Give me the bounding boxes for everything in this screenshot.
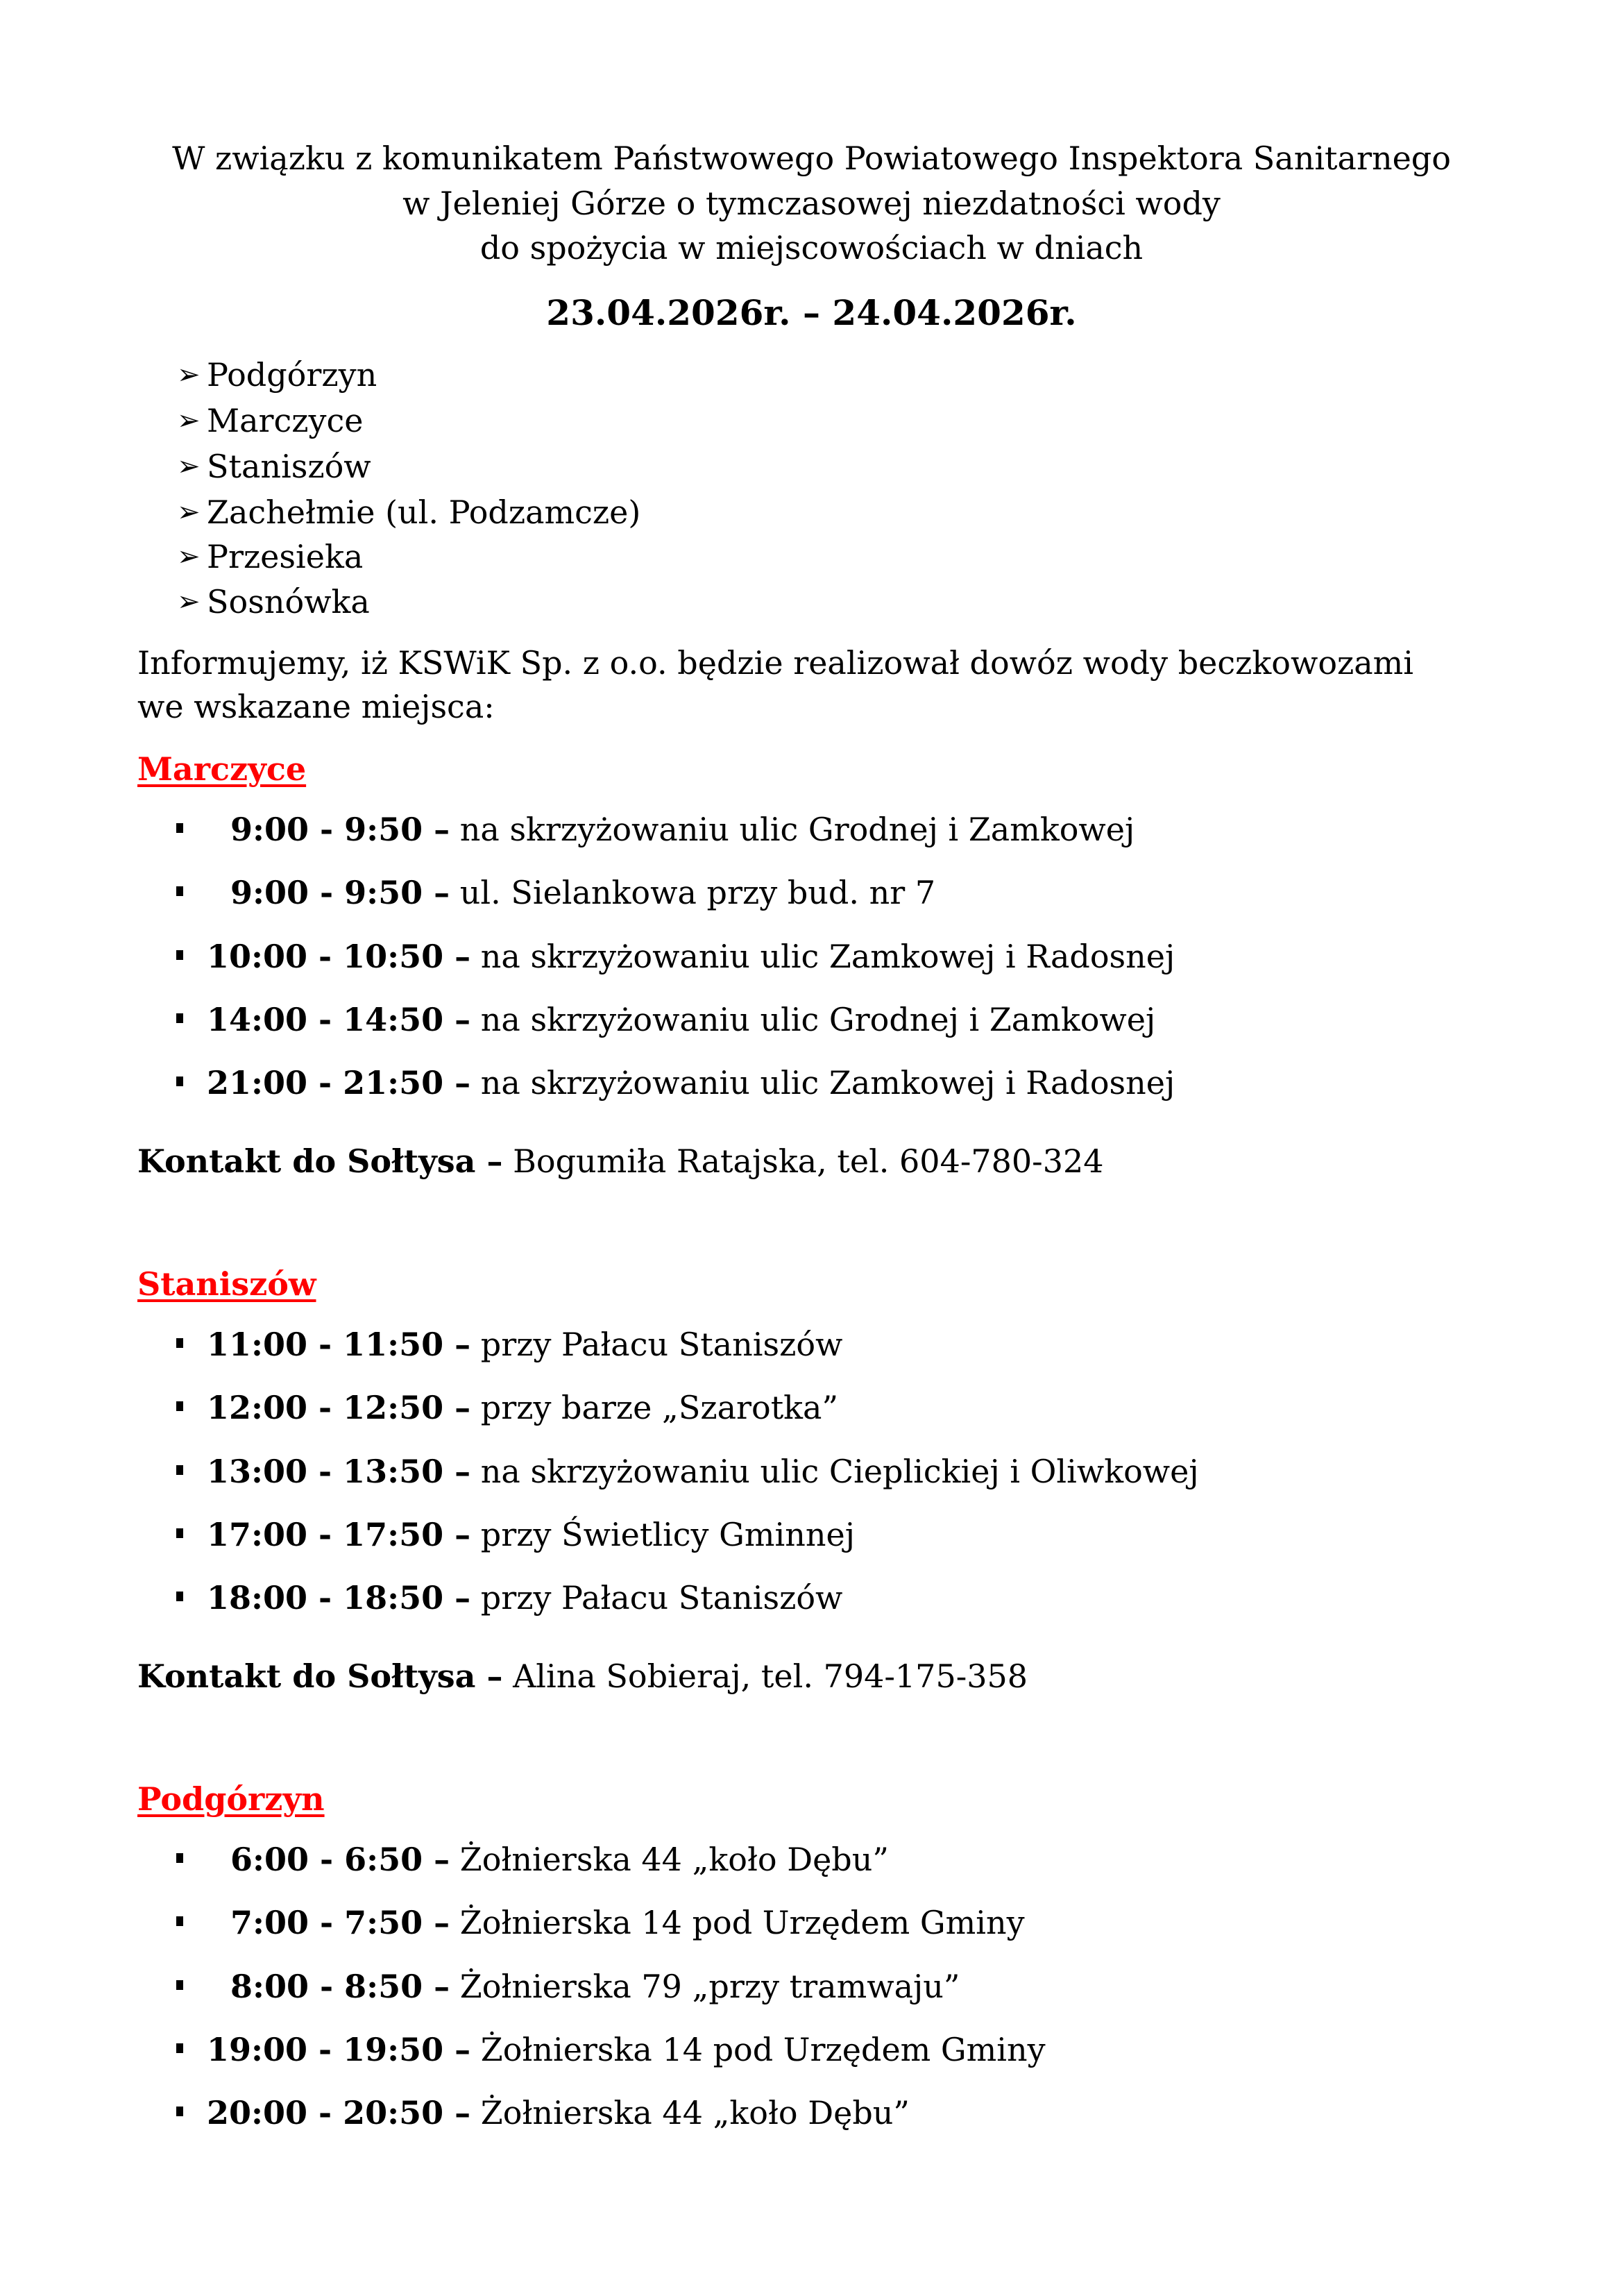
arrowhead-bullet-icon: ➢ xyxy=(177,541,201,573)
schedule-place: Żołnierska 44 „koło Dębu” xyxy=(459,1841,889,1878)
schedule-time: 7:00 - 7:50 – xyxy=(230,1904,450,1941)
schedule-item xyxy=(207,1388,838,1427)
schedule-time: 6:00 - 6:50 – xyxy=(230,1841,450,1878)
square-bullet-icon xyxy=(176,1528,183,1538)
schedule-place: Żołnierska 44 „koło Dębu” xyxy=(480,2094,910,2132)
square-bullet-icon xyxy=(176,1592,183,1601)
schedule-time: 18:00 - 18:50 – xyxy=(207,1579,471,1617)
contact-line xyxy=(137,1657,1028,1696)
square-bullet-icon xyxy=(176,823,183,833)
schedule-item xyxy=(207,1063,1175,1102)
schedule-time: 13:00 - 13:50 – xyxy=(207,1453,471,1490)
square-bullet-icon xyxy=(176,1916,183,1926)
square-bullet-icon xyxy=(176,2043,183,2053)
schedule-place: na skrzyżowaniu ulic Zamkowej i Radosnej xyxy=(480,1064,1175,1101)
contact-label: Kontakt do Sołtysa – xyxy=(137,1142,503,1180)
arrowhead-bullet-icon: ➢ xyxy=(177,405,201,437)
section-heading-podgorzyn: Podgórzyn xyxy=(137,1780,325,1818)
schedule-time: 20:00 - 20:50 – xyxy=(207,2094,471,2132)
arrowhead-bullet-icon: ➢ xyxy=(177,586,201,618)
schedule-time: 9:00 - 9:50 – xyxy=(230,874,450,911)
locality-item: Podgórzyn xyxy=(207,356,377,394)
arrowhead-bullet-icon: ➢ xyxy=(177,496,201,528)
locality-item: Staniszów xyxy=(207,448,371,485)
schedule-time: 8:00 - 8:50 – xyxy=(230,1968,450,2005)
locality-item: Sosnówka xyxy=(207,583,370,621)
schedule-time: 11:00 - 11:50 – xyxy=(207,1326,471,1363)
schedule-item xyxy=(207,1578,842,1617)
schedule-item xyxy=(207,1325,842,1364)
schedule-place: na skrzyżowaniu ulic Grodnej i Zamkowej xyxy=(480,1001,1156,1038)
square-bullet-icon xyxy=(176,2107,183,2116)
square-bullet-icon xyxy=(176,1338,183,1348)
schedule-time: 19:00 - 19:50 – xyxy=(207,2031,471,2068)
square-bullet-icon xyxy=(176,1853,183,1863)
schedule-place: na skrzyżowaniu ulic Grodnej i Zamkowej xyxy=(459,811,1135,848)
schedule-place: na skrzyżowaniu ulic Zamkowej i Radosnej xyxy=(480,938,1175,975)
schedule-item xyxy=(230,873,935,912)
schedule-time: 17:00 - 17:50 – xyxy=(207,1516,471,1553)
arrowhead-bullet-icon: ➢ xyxy=(177,359,201,391)
schedule-place: na skrzyżowaniu ulic Cieplickiej i Oliwkowej xyxy=(480,1453,1199,1490)
arrowhead-bullet-icon: ➢ xyxy=(177,450,201,482)
schedule-place: przy Pałacu Staniszów xyxy=(480,1579,843,1617)
intro-line-1: Informujemy, iż KSWiK Sp. z o.o. będzie realizował dowóz wody beczkowozami xyxy=(137,644,1414,682)
schedule-item xyxy=(207,1515,855,1554)
schedule-place: przy Świetlicy Gminnej xyxy=(480,1516,855,1553)
schedule-place: przy Pałacu Staniszów xyxy=(480,1326,843,1363)
locality-item: Przesieka xyxy=(207,538,364,575)
schedule-place: Żołnierska 14 pod Urzędem Gminy xyxy=(459,1904,1025,1941)
section-heading-staniszow: Staniszów xyxy=(137,1265,316,1303)
schedule-place: przy barze „Szarotka” xyxy=(480,1389,838,1426)
header-line-2: w Jeleniej Górze o tymczasowej niezdatności wody xyxy=(402,185,1221,222)
schedule-time: 14:00 - 14:50 – xyxy=(207,1001,471,1038)
square-bullet-icon xyxy=(176,950,183,960)
contact-label: Kontakt do Sołtysa – xyxy=(137,1657,503,1695)
contact-value: Alina Sobieraj, tel. 794-175-358 xyxy=(513,1657,1028,1695)
schedule-item xyxy=(207,1452,1199,1491)
square-bullet-icon xyxy=(176,1013,183,1023)
schedule-item xyxy=(207,2093,910,2132)
square-bullet-icon xyxy=(176,1077,183,1086)
locality-item: Marczyce xyxy=(207,402,364,439)
schedule-item xyxy=(230,1967,960,2006)
schedule-place: ul. Sielankowa przy bud. nr 7 xyxy=(459,874,936,911)
schedule-item xyxy=(230,1840,889,1879)
schedule-item xyxy=(207,2030,1046,2069)
schedule-item xyxy=(230,1903,1025,1942)
square-bullet-icon xyxy=(176,1465,183,1475)
square-bullet-icon xyxy=(176,1980,183,1990)
schedule-time: 12:00 - 12:50 – xyxy=(207,1389,471,1426)
contact-value: Bogumiła Ratajska, tel. 604-780-324 xyxy=(513,1142,1104,1180)
schedule-time: 10:00 - 10:50 – xyxy=(207,938,471,975)
square-bullet-icon xyxy=(176,1401,183,1411)
header-line-1: W związku z komunikatem Państwowego Powiatowego Inspektora Sanitarnego xyxy=(172,140,1451,177)
locality-item: Zachełmie (ul. Podzamcze) xyxy=(207,493,641,531)
schedule-time: 9:00 - 9:50 – xyxy=(230,811,450,848)
schedule-item xyxy=(207,937,1175,976)
header-line-3: do spożycia w miejscowościach w dniach xyxy=(479,229,1144,267)
schedule-time: 21:00 - 21:50 – xyxy=(207,1064,471,1101)
contact-line xyxy=(137,1142,1104,1181)
schedule-place: Żołnierska 79 „przy tramwaju” xyxy=(459,1968,960,2005)
square-bullet-icon xyxy=(176,886,183,896)
schedule-item xyxy=(207,1000,1155,1039)
schedule-place: Żołnierska 14 pod Urzędem Gminy xyxy=(480,2031,1046,2068)
date-range: 23.04.2026r. – 24.04.2026r. xyxy=(546,292,1077,333)
schedule-item xyxy=(230,810,1135,849)
section-heading-marczyce: Marczyce xyxy=(137,750,307,788)
intro-line-2: we wskazane miejsca: xyxy=(137,688,495,725)
